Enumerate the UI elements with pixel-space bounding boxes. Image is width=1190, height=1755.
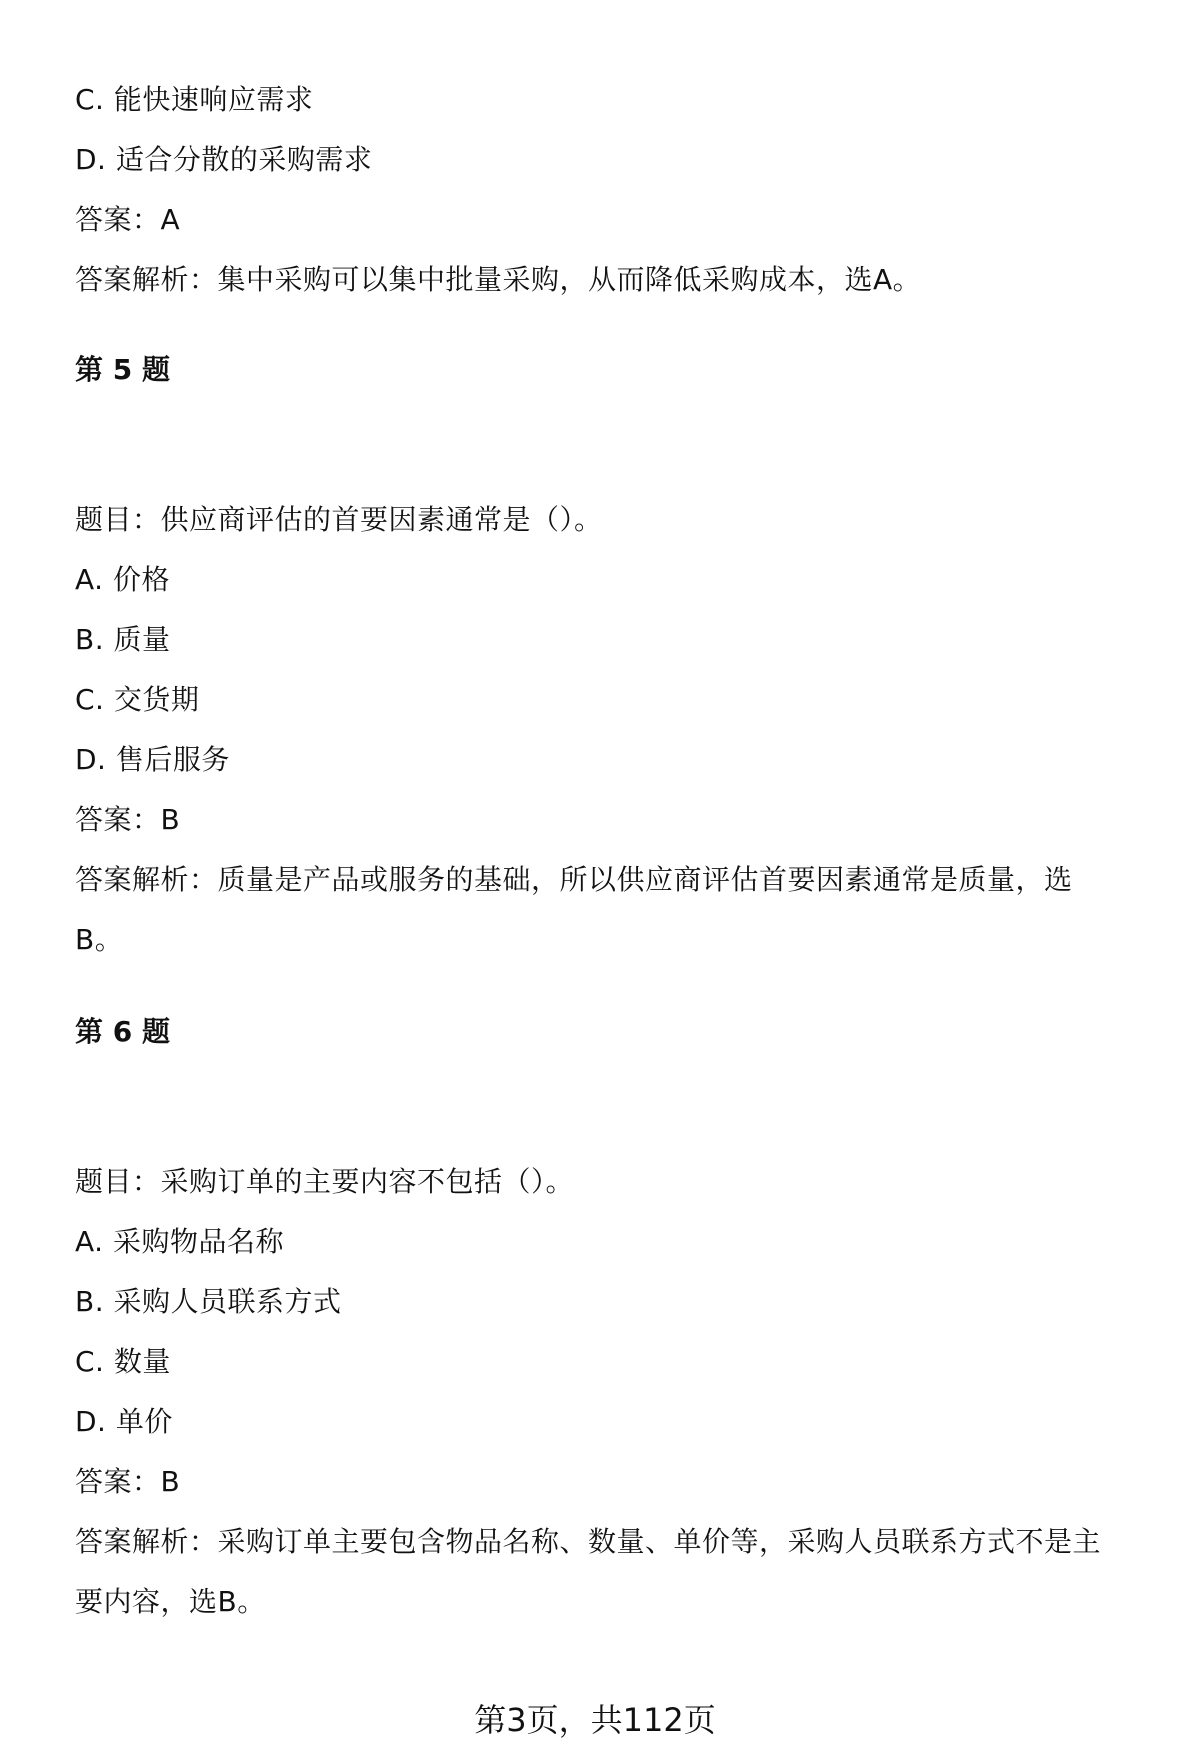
- q5-option-d: D. 售后服务: [75, 743, 230, 776]
- q5-heading: 第 5 题: [75, 353, 170, 386]
- q4-option-d: D. 适合分散的采购需求: [75, 143, 373, 176]
- q5-explanation-line1: 答案解析：质量是产品或服务的基础，所以供应商评估首要因素通常是质量，选: [75, 863, 1073, 896]
- page-number-footer: 第3页，共112页: [474, 1701, 716, 1739]
- q5-option-b: B. 质量: [75, 623, 171, 656]
- q6-option-d: D. 单价: [75, 1405, 173, 1438]
- q6-option-a: A. 采购物品名称: [75, 1225, 284, 1258]
- q5-option-a: A. 价格: [75, 563, 170, 596]
- q6-option-b: B. 采购人员联系方式: [75, 1285, 342, 1318]
- q6-answer: 答案：B: [75, 1465, 181, 1498]
- q6-question: 题目：采购订单的主要内容不包括（）。: [75, 1165, 575, 1198]
- q5-question: 题目：供应商评估的首要因素通常是（）。: [75, 503, 603, 536]
- q6-heading: 第 6 题: [75, 1015, 170, 1048]
- q5-explanation-line2: B。: [75, 923, 124, 956]
- q4-answer: 答案：A: [75, 203, 181, 236]
- q4-explanation: 答案解析：集中采购可以集中批量采购，从而降低采购成本，选A。: [75, 263, 922, 296]
- q5-answer: 答案：B: [75, 803, 181, 836]
- q5-option-c: C. 交货期: [75, 683, 200, 716]
- q6-explanation-line1: 答案解析：采购订单主要包含物品名称、数量、单价等，采购人员联系方式不是主: [75, 1525, 1102, 1558]
- q4-option-c: C. 能快速响应需求: [75, 83, 314, 116]
- q6-explanation-line2: 要内容，选B。: [75, 1585, 266, 1618]
- q6-option-c: C. 数量: [75, 1345, 171, 1378]
